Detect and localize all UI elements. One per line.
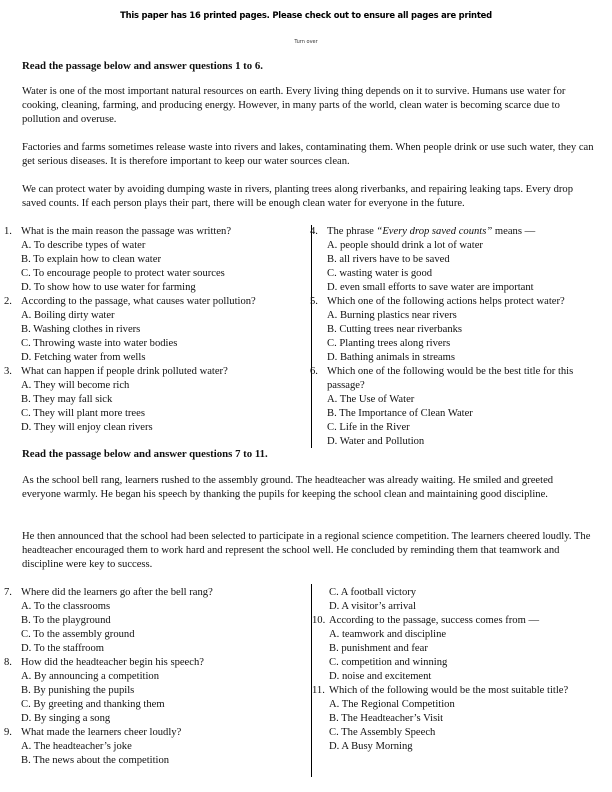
question-number: 10. <box>312 615 326 626</box>
question-5 <box>310 295 606 309</box>
question-9 <box>4 726 304 740</box>
questions-column-right-1 <box>310 225 606 449</box>
question-stem: What made the learners cheer loudly? <box>21 727 182 738</box>
option-d[interactable]: D. A visitor’s arrival <box>329 601 416 612</box>
question-number: 1. <box>4 226 12 237</box>
option-a[interactable]: A. The Regional Competition <box>329 699 455 710</box>
question-number: 5. <box>310 296 318 307</box>
option-d[interactable]: D. A Busy Morning <box>329 741 413 752</box>
option-b[interactable]: B. They may fall sick <box>21 394 113 405</box>
question-6 <box>310 365 606 393</box>
option-d[interactable]: D. Fetching water from wells <box>21 352 146 363</box>
passage-1-paragraph-1: Water is one of the most important natural resources on earth. Every living thing depends on it to survive. Humans use water for cooking, cleaning, farming, and producing energy. However, in many parts of the world, clean water is becoming scarce due to pollution and overuse. <box>22 86 566 125</box>
question-7 <box>4 586 304 600</box>
questions-column-left-1 <box>4 225 304 435</box>
option-a[interactable]: A. teamwork and discipline <box>329 629 447 640</box>
option-c[interactable]: C. A football victory <box>329 587 417 598</box>
option-d[interactable]: D. Bathing animals in streams <box>327 352 455 363</box>
option-a[interactable]: A. The Use of Water <box>327 394 415 405</box>
option-c[interactable]: C. Planting trees along rivers <box>327 338 451 349</box>
passage-1-paragraph-3: We can protect water by avoiding dumping waste in rivers, planting trees along riverbanks, and repairing leaking taps. Every drop saved counts. If each person plays their part, there will be enough clean water for everyone in the future. <box>22 184 574 209</box>
question-8 <box>4 656 304 670</box>
page-count-banner: This paper has 16 printed pages. Please check out to ensure all pages are printed <box>120 10 492 20</box>
question-stem: Which of the following would be the most suitable title? <box>329 685 569 696</box>
question-number: 8. <box>4 657 12 668</box>
option-a[interactable]: A. people should drink a lot of water <box>327 240 483 251</box>
turn-over-note: Turn over <box>294 39 318 45</box>
option-c[interactable]: C. To encourage people to protect water sources <box>21 268 225 279</box>
option-b[interactable]: B. punishment and fear <box>329 643 428 654</box>
question-4 <box>310 225 606 239</box>
questions-column-right-2 <box>312 586 608 754</box>
option-b[interactable]: B. all rivers have to be saved <box>327 254 450 265</box>
question-stem: Where did the learners go after the bell rang? <box>21 587 213 598</box>
section-2-instruction: Read the passage below and answer questions 7 to 11. <box>22 448 268 460</box>
option-c[interactable]: C. The Assembly Speech <box>329 727 436 738</box>
question-stem <box>327 225 606 239</box>
passage-2-paragraph-2: He then announced that the school had been selected to participate in a regional science competition. The learners cheered loudly. The headteacher encouraged them to work hard and represent the school well. He concluded by reminding them that teamwork and discipline were key to success. <box>22 531 591 570</box>
question-2 <box>4 295 304 309</box>
question-number: 6. <box>310 366 318 377</box>
question-stem: What can happen if people drink polluted water? <box>21 366 228 377</box>
option-c[interactable]: C. Throwing waste into water bodies <box>21 338 178 349</box>
option-a[interactable]: A. By announcing a competition <box>21 671 159 682</box>
option-b[interactable]: B. The Importance of Clean Water <box>327 408 473 419</box>
question-1 <box>4 225 304 239</box>
stem-prefix: The phrase <box>327 226 377 237</box>
option-c[interactable]: C. competition and winning <box>329 657 448 668</box>
option-c[interactable]: C. To the assembly ground <box>21 629 135 640</box>
option-d[interactable]: D. By singing a song <box>21 713 111 724</box>
passage-1-paragraph-2: Factories and farms sometimes release waste into rivers and lakes, contaminating them. When people drink or use such water, they can get serious diseases. It is therefore important to keep our water sources clean. <box>22 142 594 167</box>
option-b[interactable]: B. Washing clothes in rivers <box>21 324 141 335</box>
option-c[interactable]: C. They will plant more trees <box>21 408 145 419</box>
option-a[interactable]: A. Boiling dirty water <box>21 310 115 321</box>
option-d[interactable]: D. noise and excitement <box>329 671 432 682</box>
option-d[interactable]: D. Water and Pollution <box>327 436 425 447</box>
question-number: 2. <box>4 296 12 307</box>
option-d[interactable]: D. To show how to use water for farming <box>21 282 196 293</box>
question-stem: Which one of the following would be the best title for this passage? <box>327 366 574 391</box>
question-stem: What is the main reason the passage was written? <box>21 226 232 237</box>
question-11 <box>312 684 608 698</box>
question-stem: Which one of the following actions helps protect water? <box>327 296 565 307</box>
option-c[interactable]: C. Life in the River <box>327 422 410 433</box>
passage-2-paragraph-1: As the school bell rang, learners rushed to the assembly ground. The headteacher was already waiting. He smiled and greeted everyone warmly. He began his speech by thanking the pupils for keeping the school clean and maintaining good discipline. <box>22 475 554 500</box>
question-stem: How did the headteacher begin his speech? <box>21 657 204 668</box>
option-b[interactable]: B. The news about the competition <box>21 755 170 766</box>
section-1-instruction: Read the passage below and answer questions 1 to 6. <box>22 60 263 72</box>
question-number: 7. <box>4 587 12 598</box>
option-a[interactable]: A. To describe types of water <box>21 240 146 251</box>
option-d[interactable]: D. To the staffroom <box>21 643 105 654</box>
option-a[interactable]: A. The headteacher’s joke <box>21 741 132 752</box>
option-a[interactable]: A. They will become rich <box>21 380 130 391</box>
option-b[interactable]: B. To explain how to clean water <box>21 254 161 265</box>
question-number: 11. <box>312 685 325 696</box>
question-number: 3. <box>4 366 12 377</box>
stem-suffix: means — <box>492 226 536 237</box>
question-stem: According to the passage, success comes from — <box>329 615 540 626</box>
questions-column-left-2 <box>4 586 304 768</box>
quoted-phrase: “Every drop saved counts” <box>376 226 493 237</box>
option-c[interactable]: C. By greeting and thanking them <box>21 699 165 710</box>
question-number: 9. <box>4 727 12 738</box>
question-number: 4. <box>310 226 318 237</box>
option-b[interactable]: B. To the playground <box>21 615 111 626</box>
option-b[interactable]: B. Cutting trees near riverbanks <box>327 324 463 335</box>
question-stem: According to the passage, what causes water pollution? <box>21 296 256 307</box>
option-b[interactable]: B. The Headteacher’s Visit <box>329 713 444 724</box>
question-3 <box>4 365 304 379</box>
option-a[interactable]: A. Burning plastics near rivers <box>327 310 457 321</box>
option-c[interactable]: C. wasting water is good <box>327 268 433 279</box>
option-d[interactable]: D. They will enjoy clean rivers <box>21 422 153 433</box>
option-b[interactable]: B. By punishing the pupils <box>21 685 135 696</box>
option-d[interactable]: D. even small efforts to save water are important <box>327 282 534 293</box>
option-a[interactable]: A. To the classrooms <box>21 601 111 612</box>
question-10 <box>312 614 608 628</box>
